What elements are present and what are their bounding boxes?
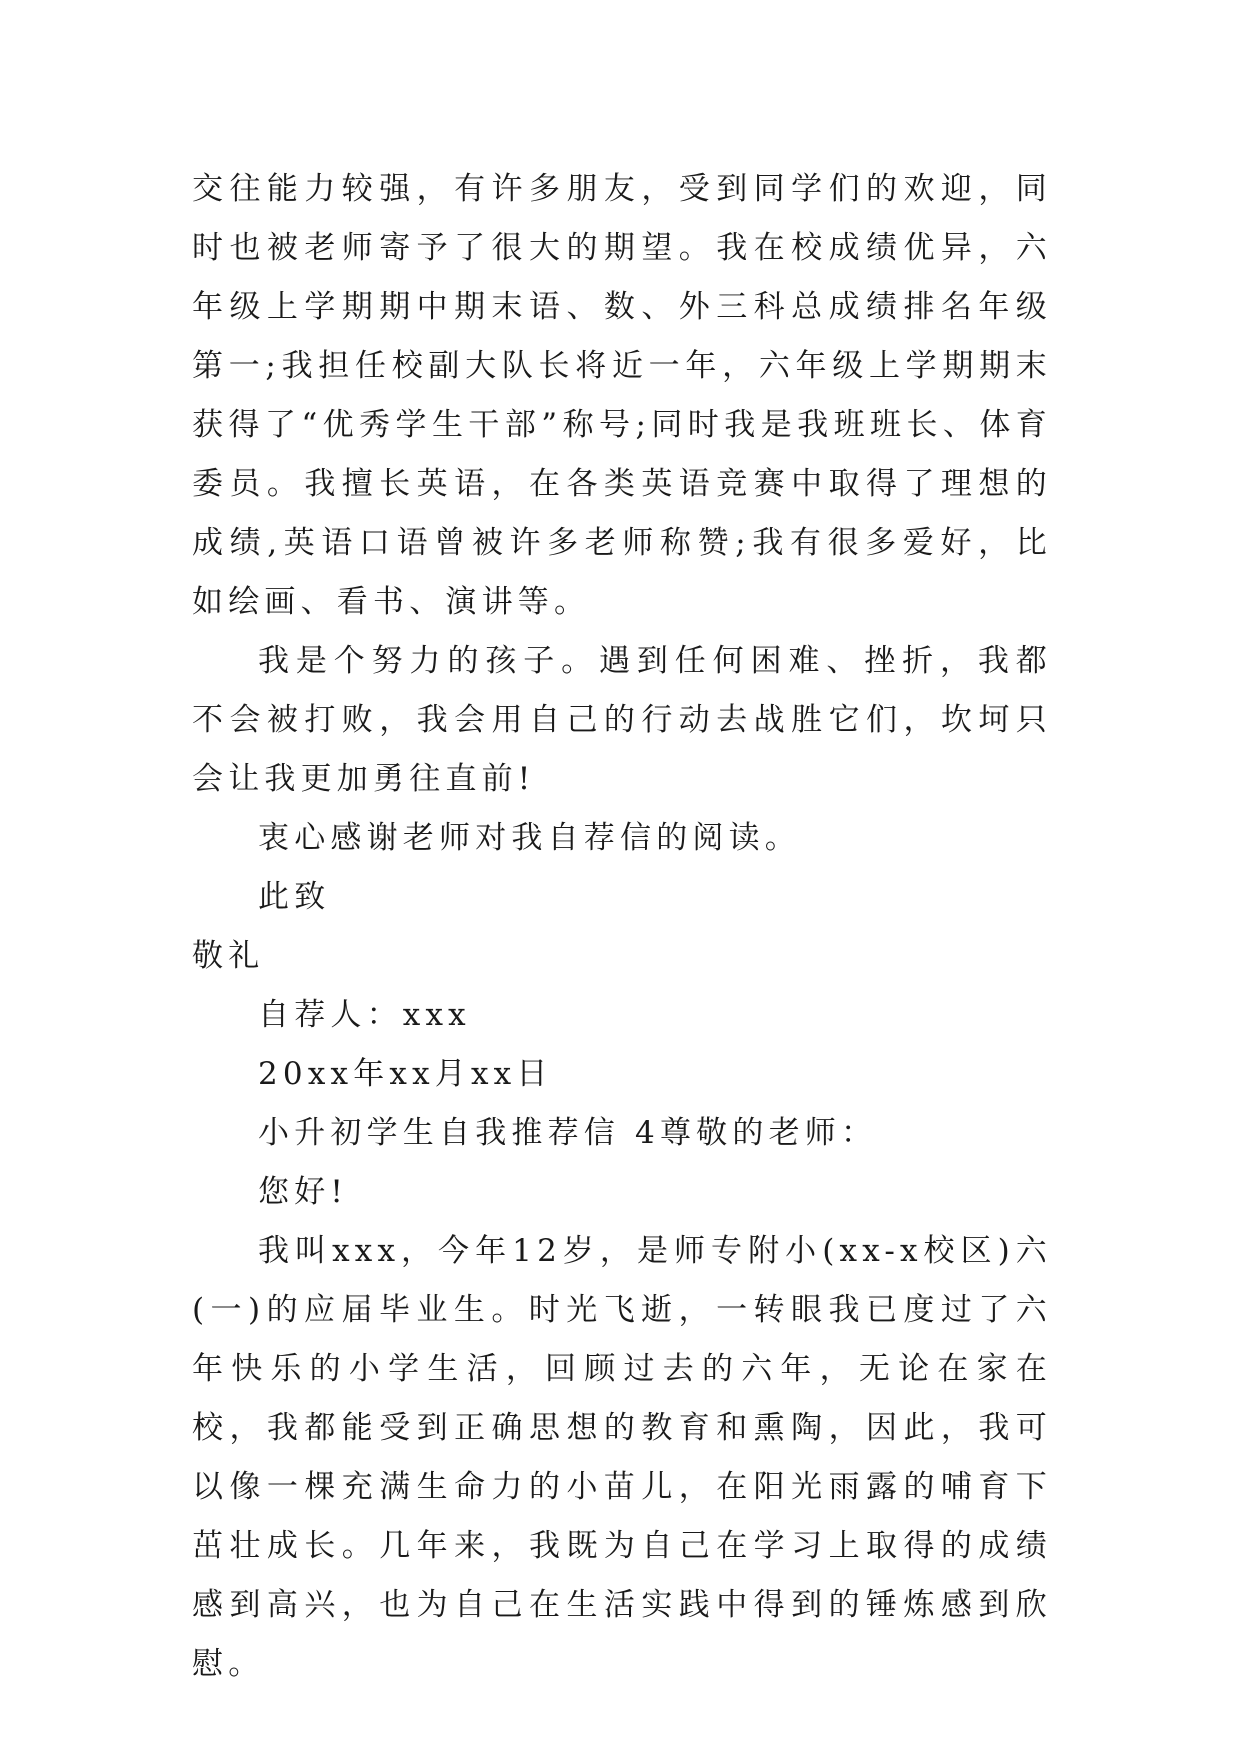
paragraph-intro: 我叫xxx，今年12岁，是师专附小(xx-x校区)六(一)的应届毕业生。时光飞逝，一转眼我已度过了六年快乐的小学生活，回顾过去的六年，无论在家在校，我都能受到正确思想的教育和熏陶，因此，我可以像一棵充满生命力的小苗儿，在阳光雨露的哺育下茁壮成长。几年来，我既为自己在学习上取得的成绩感到高兴，也为自己在生活实践中得到的锤炼感到欣慰。 bbox=[192, 1233, 1052, 1682]
letter-body bbox=[192, 160, 1052, 1694]
paragraph-1: 交往能力较强，有许多朋友，受到同学们的欢迎，同时也被老师寄予了很大的期望。我在校成绩优异，六年级上学期期中期末语、数、外三科总成绩排名年级第一;我担任校副大队长将近一年，六年级上学期期末获得了“优秀学生干部”称号;同时我是我班班长、体育委员。我擅长英语，在各类英语竞赛中取得了理想的成绩,英语口语曾被许多老师称赞;我有很多爱好，比如绘画、看书、演讲等。 bbox=[192, 171, 1052, 620]
paragraph-3: 衷心感谢老师对我自荐信的阅读。 bbox=[258, 820, 801, 856]
letter-heading-greeting: 小升初学生自我推荐信 4尊敬的老师： bbox=[258, 1115, 878, 1151]
paragraph-2: 我是个努力的孩子。遇到任何困难、挫折，我都不会被打败，我会用自己的行动去战胜它们，坎坷只会让我更加勇往直前! bbox=[192, 643, 1052, 797]
greeting: 您好! bbox=[258, 1174, 349, 1210]
signature-line: 自荐人：xxx bbox=[258, 997, 471, 1033]
closing-salutation: 此致 bbox=[258, 879, 331, 915]
date-line: 20xx年xx月xx日 bbox=[258, 1056, 553, 1092]
closing-regards: 敬礼 bbox=[192, 938, 265, 974]
